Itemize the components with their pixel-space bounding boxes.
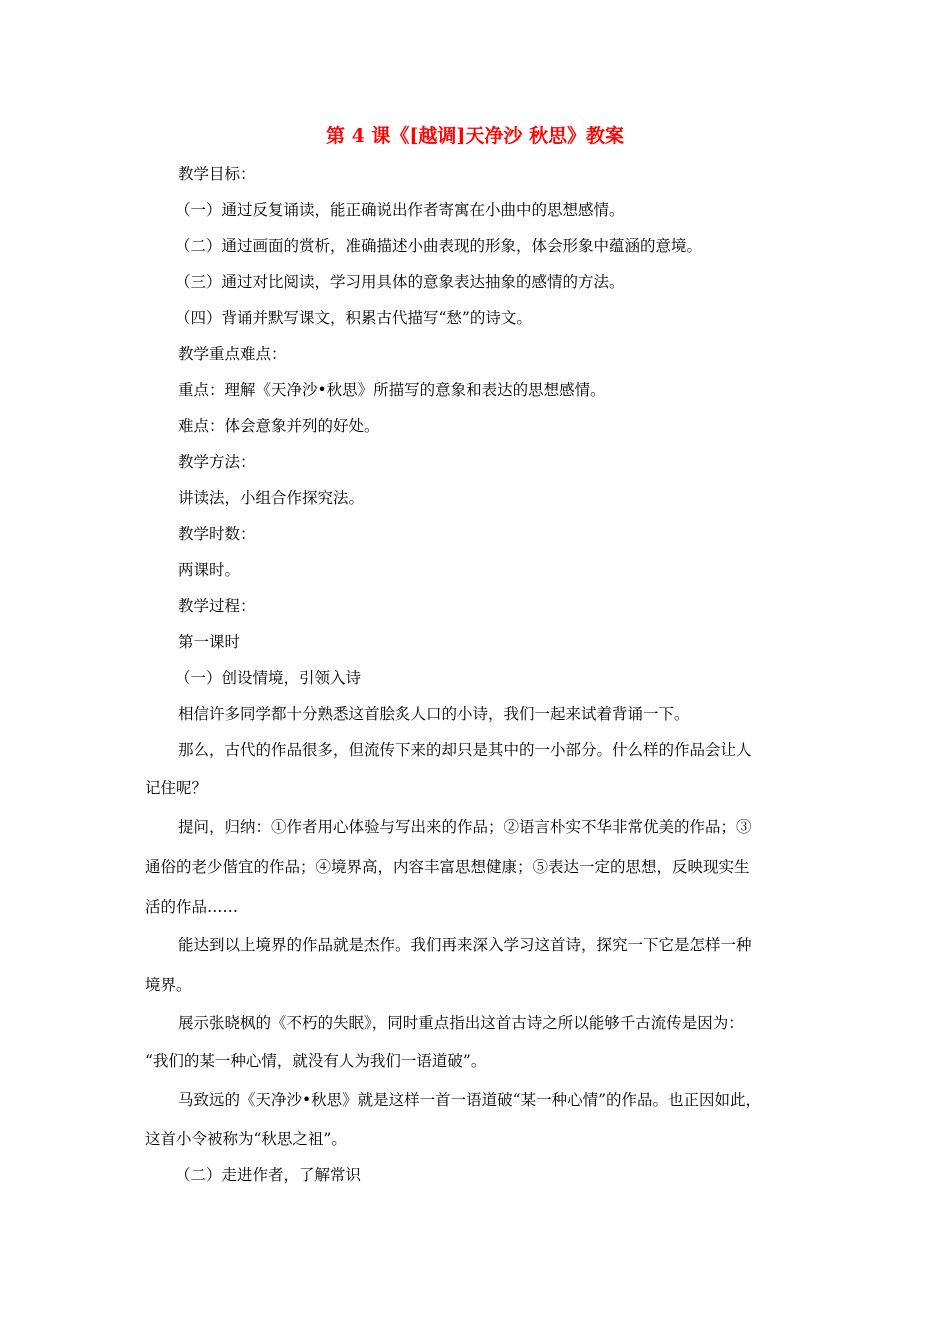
section-heading-objectives: 教学目标：: [178, 165, 256, 183]
key-point-text: 重点：理解《天净沙•秋思》所描写的意象和表达的思想感情。: [178, 381, 606, 399]
paragraph-text: 马致远的《天净沙•秋思》就是这样一首一语道破“某一种心情”的作品。也正因如此，: [178, 1091, 761, 1109]
section-heading-hours: 教学时数：: [178, 525, 256, 543]
section-heading-process: 教学过程：: [178, 597, 256, 615]
paragraph-text: 活的作品……: [145, 898, 239, 916]
paragraph-text: 相信许多同学都十分熟悉这首脍炙人口的小诗，我们一起来试着背诵一下。: [178, 705, 690, 723]
objective-item-3: （三）通过对比阅读，学习用具体的意象表达抽象的感情的方法。: [175, 273, 625, 291]
paragraph-text: 通俗的老少偕宜的作品；④境界高，内容丰富思想健康；⑤表达一定的思想，反映现实生: [145, 858, 750, 876]
paragraph-text: 展示张晓枫的《不朽的失眠》，同时重点指出这首古诗之所以能够千古流传是因为：: [178, 1014, 744, 1032]
lesson-one-heading: 第一课时: [178, 633, 241, 651]
section-heading-methods: 教学方法：: [178, 453, 256, 471]
section-heading-key-points: 教学重点难点：: [178, 345, 287, 363]
objective-item-2: （二）通过画面的赏析，准确描述小曲表现的形象，体会形象中蕴涵的意境。: [175, 237, 703, 255]
paragraph-text: 能达到以上境界的作品就是杰作。我们再来深入学习这首诗，探究一下它是怎样一种: [178, 936, 752, 954]
objective-item-4: （四）背诵并默写课文，积累古代描写“愁”的诗文。: [175, 309, 532, 327]
paragraph-text: 这首小令被称为“秋思之祖”。: [145, 1130, 347, 1148]
document-title: 第 4 课《[越调]天净沙 秋思》教案: [325, 125, 625, 147]
hours-text: 两课时。: [178, 561, 241, 579]
step-two-heading: （二）走进作者，了解常识: [175, 1166, 362, 1184]
paragraph-text: 提问，归纳：①作者用心体验与写出来的作品；②语言朴实不华非常优美的作品；③: [178, 818, 752, 836]
paragraph-text: 境界。: [145, 976, 192, 994]
paragraph-text: 那么，古代的作品很多，但流传下来的却只是其中的一小部分。什么样的作品会让人: [178, 741, 752, 759]
methods-text: 讲读法，小组合作探究法。: [178, 489, 365, 507]
objective-item-1: （一）通过反复诵读，能正确说出作者寄寓在小曲中的思想感情。: [175, 201, 625, 219]
paragraph-text: 记住呢？: [145, 779, 208, 797]
quote-text: “我们的某一种心情，就没有人为我们一语道破”。: [145, 1052, 487, 1070]
difficulty-text: 难点：体会意象并列的好处。: [178, 417, 380, 435]
step-one-heading: （一）创设情境，引领入诗: [175, 669, 362, 687]
